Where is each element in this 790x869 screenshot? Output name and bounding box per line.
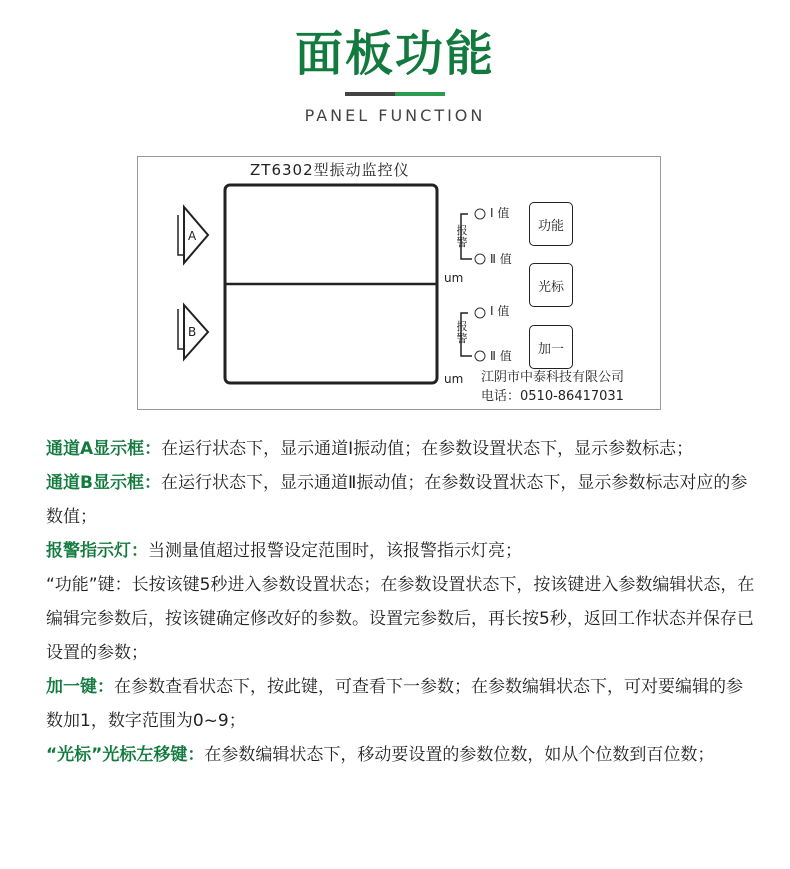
channel-b-label: B	[188, 325, 197, 339]
unit-label-a: um	[444, 271, 464, 285]
alarm-a-value-2: Ⅱ 值	[490, 252, 512, 266]
desc-text: 在参数编辑状态下，移动要设置的参数位数，如从个位数到百位数；	[204, 745, 715, 765]
desc-channel-b	[46, 466, 756, 534]
desc-cursor-key	[46, 738, 756, 772]
page-title: 面板功能	[294, 26, 495, 82]
description-list	[46, 432, 756, 772]
unit-label-b: um	[444, 372, 464, 386]
page-subtitle: PANEL FUNCTION	[304, 106, 486, 125]
desc-term: 加一键：	[46, 677, 114, 697]
desc-text: 在参数查看状态下，按此键，可查看下一参数；在参数编辑状态下，可对要编辑的参数加1，数字范围为0~9；	[46, 677, 743, 731]
alarm-a-label: 报警	[456, 224, 468, 249]
company-name: 江阴市中泰科技有限公司	[481, 370, 625, 385]
desc-term: 通道B显示框：	[46, 473, 161, 493]
desc-channel-a	[46, 432, 756, 466]
plus-one-button[interactable]: 加一	[529, 325, 573, 369]
model-name: ZT6302型振动监控仪	[250, 161, 410, 179]
cursor-button[interactable]: 光标	[529, 263, 573, 307]
desc-text: 在运行状态下，显示通道Ⅰ振动值；在参数设置状态下，显示参数标志；	[161, 439, 694, 459]
alarm-b-label: 报警	[456, 320, 468, 345]
alarm-light-a1-icon	[475, 209, 485, 219]
desc-text: 在运行状态下，显示通道Ⅱ振动值；在参数设置状态下，显示参数标志对应的参数值；	[46, 473, 748, 527]
company-phone: 电话：0510-86417031	[481, 389, 624, 404]
desc-alarm-light	[46, 534, 756, 568]
desc-term: 通道A显示框：	[46, 439, 162, 459]
desc-term: “光标”光标左移键：	[46, 745, 205, 765]
alarm-b-value-2: Ⅱ 值	[490, 349, 512, 363]
desc-text: 当测量值超过报警设定范围时，该报警指示灯亮；	[148, 541, 522, 561]
alarm-light-b2-icon	[475, 351, 485, 361]
desc-plus-key	[46, 670, 756, 738]
desc-function-key	[46, 568, 756, 670]
title-underline-dark	[345, 92, 395, 96]
alarm-light-b1-icon	[475, 308, 485, 318]
alarm-b-value-1: Ⅰ 值	[490, 304, 510, 318]
desc-term: 报警指示灯：	[46, 541, 148, 561]
panel-diagram	[137, 156, 661, 410]
desc-text: “功能”键：长按该键5秒进入参数设置状态；在参数设置状态下，按该键进入参数编辑状态，在编辑完参数后，按该键确定修改好的参数。设置完参数后，再长按5秒，返回工作状态并保存已设置的参数；	[46, 575, 755, 663]
title-underline-green	[395, 92, 445, 96]
alarm-a-value-1: Ⅰ 值	[490, 206, 510, 220]
function-button[interactable]: 功能	[529, 202, 573, 246]
channel-a-label: A	[188, 229, 197, 243]
alarm-light-a2-icon	[475, 254, 485, 264]
